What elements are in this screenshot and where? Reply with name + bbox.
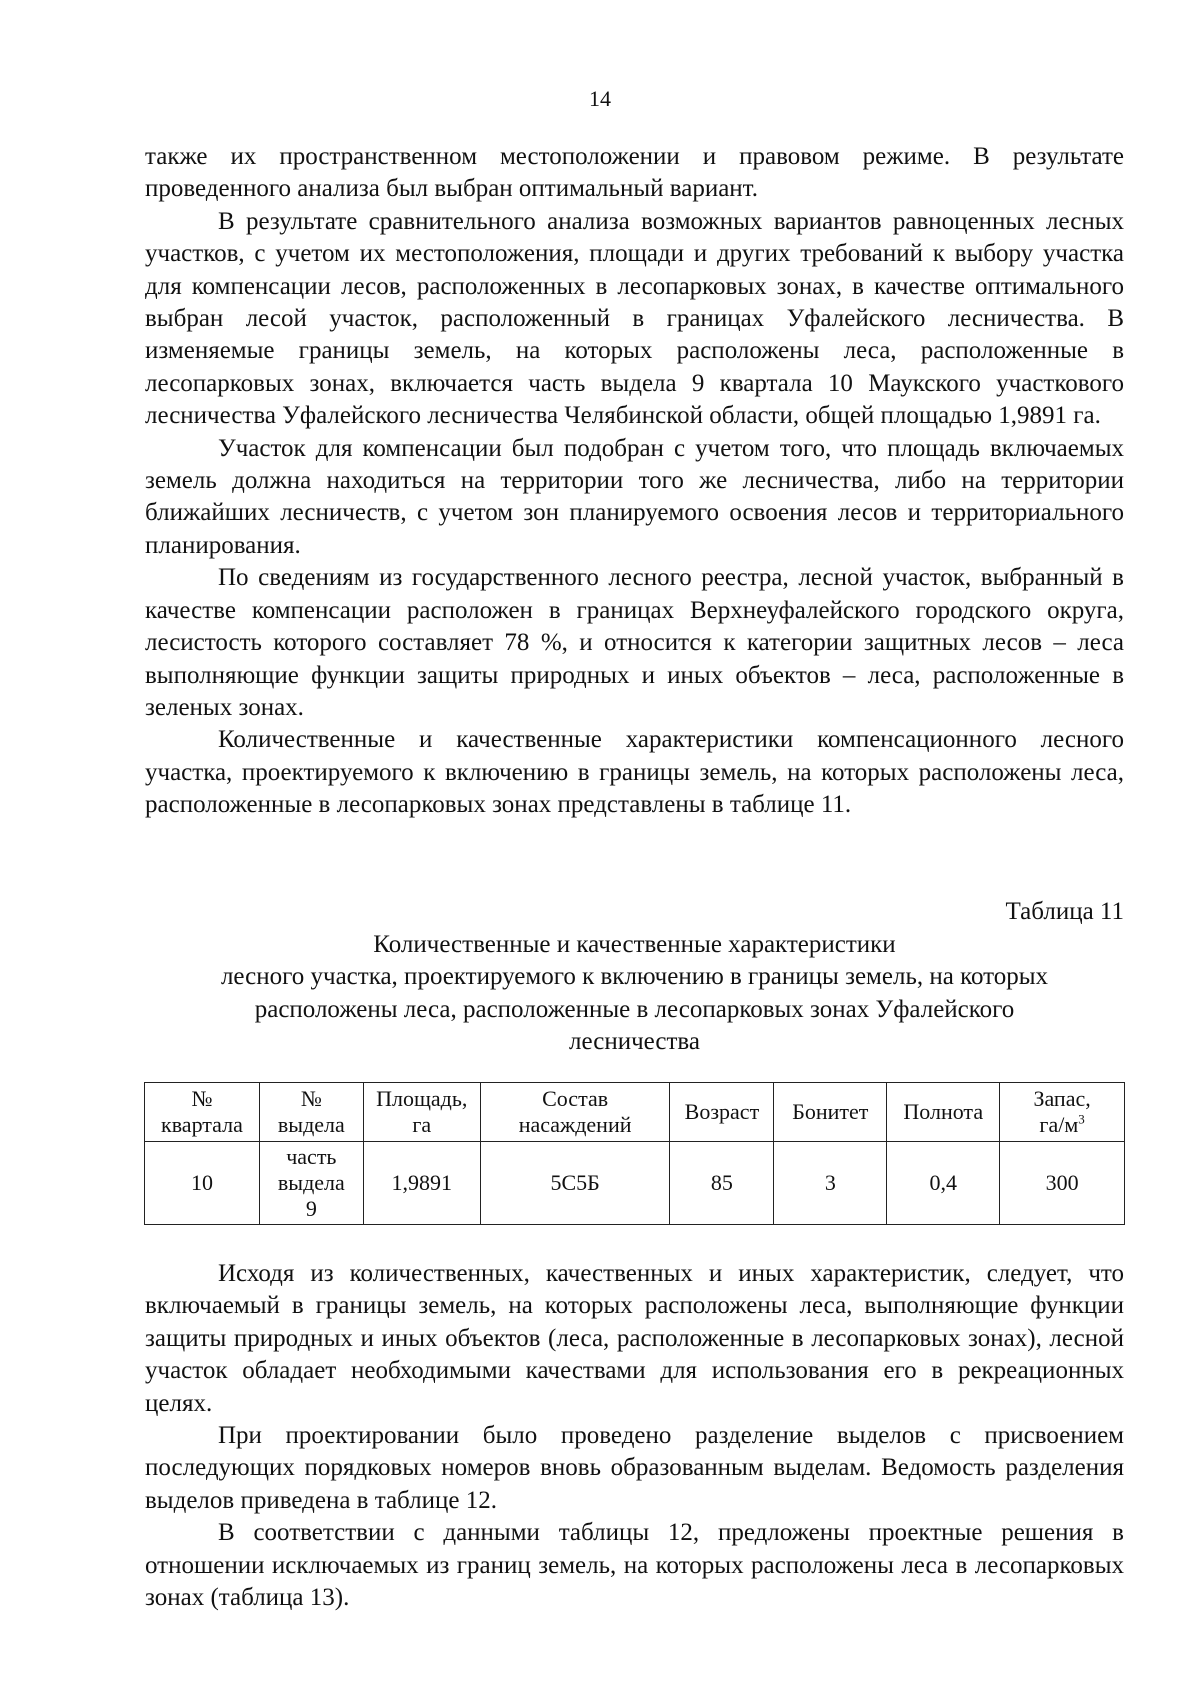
paragraph: также их пространственном местоположении и правовом режиме. В результате проведенного анализа был выбран оптимальный вариант. — [145, 143, 1124, 203]
table-caption-line: лесничества — [569, 1028, 700, 1056]
header-composition: Состав насаждений — [480, 1083, 670, 1142]
table-label: Таблица 11 — [1005, 898, 1124, 925]
paragraph: Исходя из количественных, качественных и иных характеристик, следует, что включаемый в границы земель, на которых расположены леса, выполняющие функции защиты природных и иных объектов (леса, расположенные в лесопарковых зонах), лесной участок обладает необходимыми качествами для использования его в рекреационных целях. — [145, 1260, 1124, 1417]
paragraph: По сведениям из государственного лесного реестра, лесной участок, выбранный в качестве компенсации расположен в границах Верхнеуфалейского городского округа, лесистость которого составляет 78 %, и относится к категории защитных лесов – леса выполняющие функции защиты природных и иных объектов – леса, расположенные в зеленых зонах. — [145, 564, 1124, 721]
header-zapas: Запас, $га/м^3$ — [1000, 1083, 1125, 1142]
cell-area: 1,9891 — [363, 1142, 480, 1225]
cell-kvartal: 10 — [145, 1142, 260, 1225]
page-number: 14 — [589, 86, 611, 111]
table-caption-line: Количественные и качественные характеристики — [373, 931, 896, 958]
cell-bonitet: 3 — [774, 1142, 887, 1225]
table-row — [145, 1142, 1125, 1225]
header-polnota: Полнота — [887, 1083, 1000, 1142]
header-area: Площадь, га — [363, 1083, 480, 1142]
header-bonitet: Бонитет — [774, 1083, 887, 1142]
paragraph: Участок для компенсации был подобран с учетом того, что площадь включаемых земель должна находиться на территории того же лесничества, либо на территории ближайших лесничеств, с учетом зон планируемого освоения лесов и территориального планирования. — [145, 434, 1124, 559]
cell-age: 85 — [670, 1142, 774, 1225]
paragraph: В результате сравнительного анализа возможных вариантов равноценных лесных участков, с учетом их местоположения, площади и других требований к выбору участка для компенсации лесов, расположенных в лесопарковых зонах, в качестве оптимального выбран лесой участок, расположенный в границах Уфалейского лесничества. В изменяемые границы земель, на которых расположены леса, расположенные в лесопарковых зонах, включается часть выдела 9 квартала 10 Маукского участкового лесничества Уфалейского лесничества Челябинской области, общей площадью 1,9891 га. — [145, 207, 1124, 430]
table-header-row — [145, 1083, 1125, 1142]
cell-composition: 5С5Б — [480, 1142, 670, 1225]
paragraph: В соответствии с данными таблицы 12, предложены проектные решения в отношении исключаемых из границ земель, на которых расположены леса в лесопарковых зонах (таблица 13). — [145, 1519, 1124, 1612]
cell-zapas: 300 — [1000, 1142, 1125, 1225]
header-vydel: № выдела — [259, 1083, 363, 1142]
table-caption-line: расположены леса, расположенные в лесопарковых зонах Уфалейского — [254, 995, 1015, 1023]
header-kvartal: № квартала — [145, 1083, 260, 1142]
header-age: Возраст — [670, 1083, 774, 1142]
cell-polnota: 0,4 — [887, 1142, 1000, 1225]
body-text-bottom — [145, 1258, 1124, 1614]
cell-vydel: часть выдела 9 — [259, 1142, 363, 1225]
body-text-top — [145, 141, 1124, 822]
table-caption — [145, 929, 1124, 1059]
table-caption-line: лесного участка, проектируемого к включению в границы земель, на которых — [220, 963, 1049, 991]
paragraph: Количественные и качественные характеристики компенсационного лесного участка, проектируемого к включению в границы земель, на которых расположены леса, расположенные в лесопарковых зонах представлены в таблице 11. — [145, 726, 1124, 819]
characteristics-table — [144, 1082, 1125, 1225]
paragraph: При проектировании было проведено разделение выделов с присвоением последующих порядковых номеров вновь образованным выделам. Ведомость разделения выделов приведена в таблице 12. — [145, 1422, 1124, 1514]
